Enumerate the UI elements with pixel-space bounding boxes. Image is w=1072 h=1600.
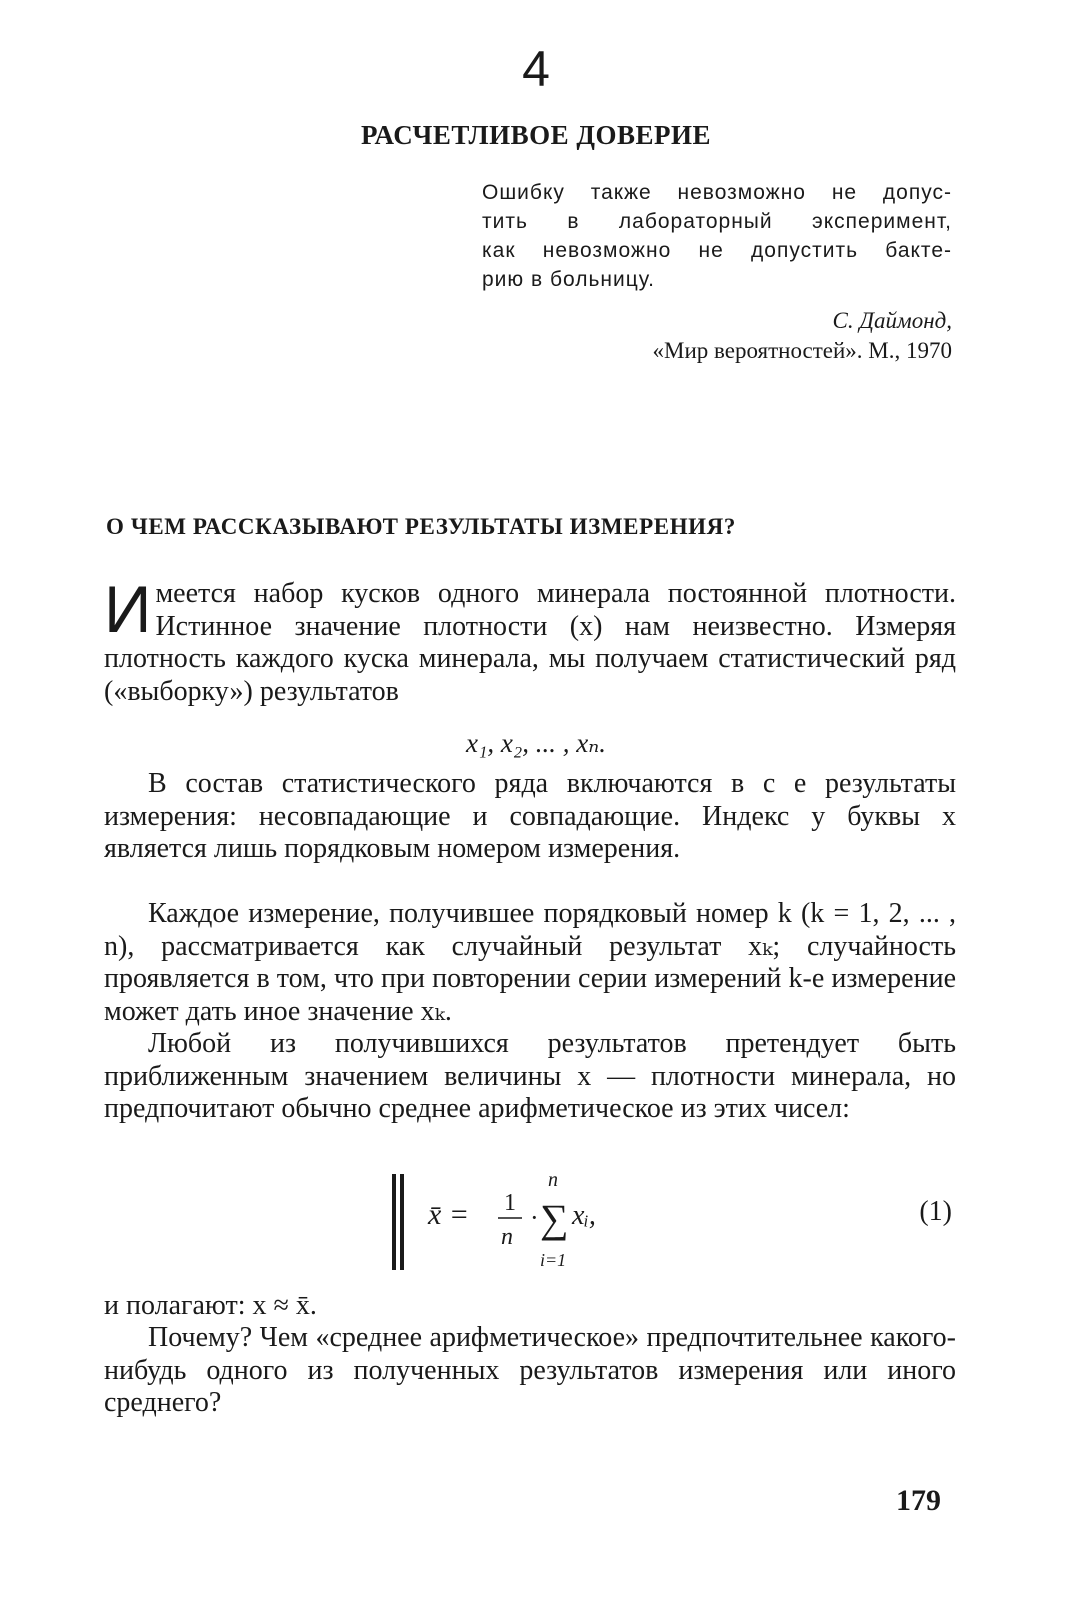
epigraph-line: как невозможно не допустить бакте- — [482, 239, 952, 262]
chapter-title: РАСЧЕТЛИВОЕ ДОВЕРИЕ — [361, 120, 711, 150]
formula-marker-bar — [392, 1174, 396, 1270]
formula-numerator: 1 — [504, 1190, 516, 1216]
epigraph-source: «Мир вероятностей». М., 1970 — [652, 338, 952, 363]
formula-dot: · — [530, 1203, 539, 1232]
sum-lower-limit: i=1 — [540, 1250, 567, 1270]
section-title: О ЧЕМ РАССКАЗЫВАЮТ РЕЗУЛЬТАТЫ ИЗМЕРЕНИЯ? — [106, 514, 736, 539]
formula-number: (1) — [919, 1196, 952, 1227]
paragraph-4: Любой из получившихся результатов претендует быть приближенным значением величины x — плотности минерала, но предпочитают обычно среднее арифметическое из этих чисел: — [104, 1028, 956, 1125]
epigraph — [482, 178, 952, 294]
formula-lhs: x̄ = — [428, 1198, 470, 1231]
formula-denominator: n — [501, 1224, 513, 1250]
formula-expression — [422, 1166, 722, 1276]
page-number: 179 — [896, 1484, 941, 1517]
epigraph-line: рию в больницу. — [482, 268, 656, 291]
statistical-series: x₁, x₂, ... , xₙ. — [466, 728, 606, 758]
chapter-number: 4 — [522, 41, 550, 97]
formula-term: xᵢ, — [572, 1200, 596, 1231]
sum-symbol: ∑ — [540, 1196, 569, 1241]
epigraph-line: тить в лабораторный эксперимент, — [482, 210, 952, 233]
sum-upper-limit: n — [548, 1169, 558, 1191]
formula-marker-bar — [400, 1174, 404, 1270]
paragraph-text: меется набор кусков одного минерала постоянной плотности. Истинное значение плотности (x) нам неизвестно. Измеряя плотность каждого куска минерала, мы получаем статистический ряд («выборку») результатов — [104, 578, 956, 707]
paragraph-1 — [104, 572, 956, 708]
drop-cap: И — [104, 572, 152, 646]
paragraph-3: Каждое измерение, получившее порядковый номер k (k = 1, 2, ... , n), рассматривается как случайный результат xₖ; случайность проявляется в том, что при повторении серии измерений k-е измерение может дать иное значение xₖ. — [104, 898, 956, 1027]
epigraph-line: Ошибку также невозможно не допус- — [482, 181, 952, 204]
approximation-line: и полагают: x ≈ x̄. — [104, 1290, 317, 1321]
paragraph-2: В состав статистического ряда включаются в с е результаты измерения: несовпадающие и совпадающие. Индекс у буквы x является лишь порядковым номером измерения. — [104, 768, 956, 865]
paragraph-5: Почему? Чем «среднее арифметическое» предпочтительнее какого-нибудь одного из полученных результатов измерения или иного среднего? — [104, 1322, 956, 1419]
epigraph-author: С. Даймонд, — [832, 308, 952, 333]
mean-formula — [392, 1166, 952, 1276]
